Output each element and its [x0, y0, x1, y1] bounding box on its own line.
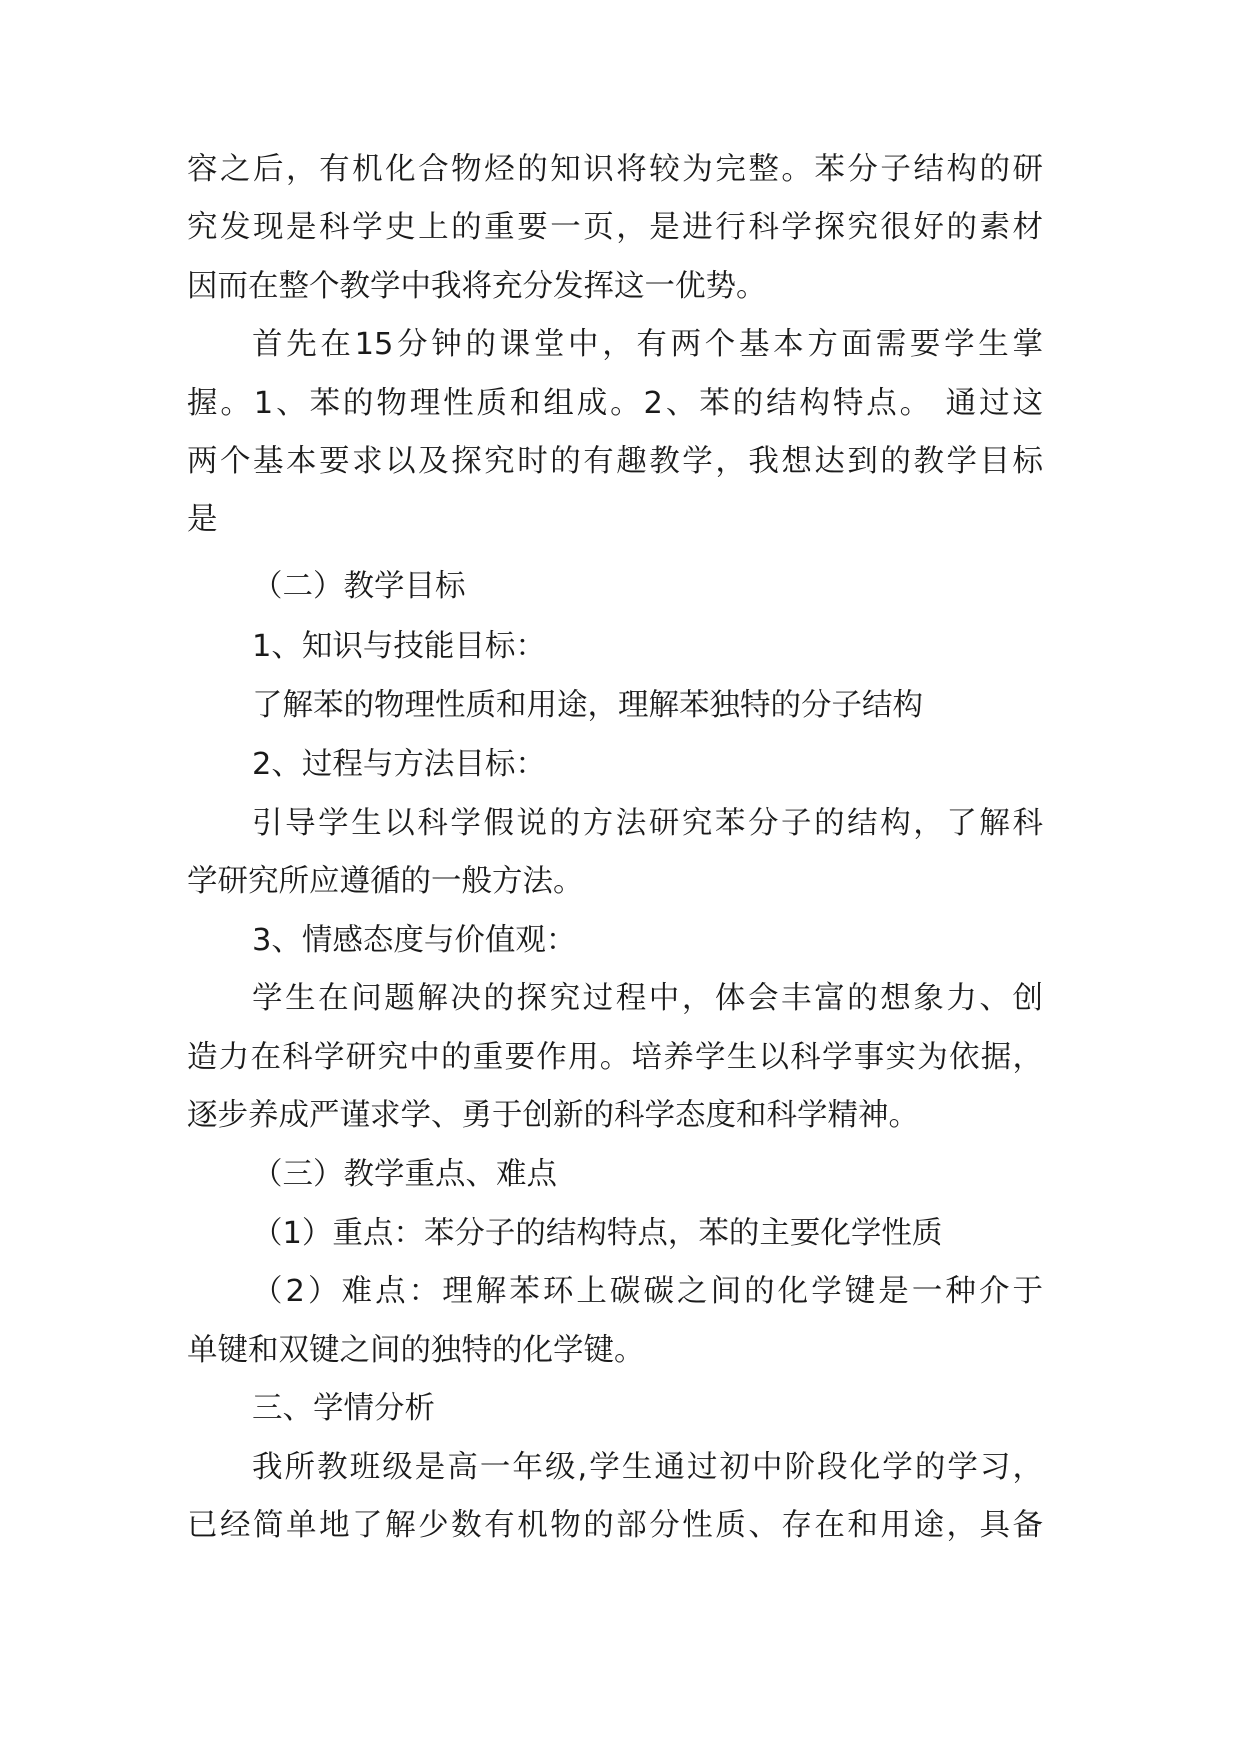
paragraph-line: （2）难点：理解苯环上碳碳之间的化学键是一种介于 — [252, 1274, 1043, 1309]
paragraph-line: 单键和双键之间的独特的化学键。 — [187, 1333, 645, 1368]
section-heading: （三）教学重点、难点 — [252, 1157, 557, 1192]
paragraph-line: 引导学生以科学假说的方法研究苯分子的结构，了解科 — [252, 806, 1043, 841]
paragraph-line: （1）重点：苯分子的结构特点，苯的主要化学性质 — [252, 1216, 943, 1251]
paragraph-line: 我所教班级是高一年级,学生通过初中阶段化学的学习， — [252, 1450, 1043, 1485]
subsection-heading: 3、情感态度与价值观： — [252, 923, 577, 958]
paragraph-line: 握。1、苯的物理性质和组成。2、苯的结构特点。 通过这 — [187, 386, 1043, 421]
paragraph-line: 学研究所应遵循的一般方法。 — [187, 864, 584, 899]
paragraph-line: 首先在15分钟的课堂中，有两个基本方面需要学生掌 — [252, 327, 1043, 362]
paragraph-line: 学生在问题解决的探究过程中，体会丰富的想象力、创 — [252, 981, 1043, 1016]
paragraph-line: 容之后，有机化合物烃的知识将较为完整。苯分子结构的研 — [187, 152, 1043, 187]
subsection-heading: 1、知识与技能目标： — [252, 629, 546, 664]
paragraph-line: 两个基本要求以及探究时的有趣教学，我想达到的教学目标 — [187, 444, 1043, 479]
paragraph-line: 是 — [187, 502, 218, 537]
paragraph-line: 了解苯的物理性质和用途，理解苯独特的分子结构 — [252, 688, 923, 723]
subsection-heading: 2、过程与方法目标： — [252, 747, 546, 782]
section-heading: （二）教学目标 — [252, 569, 466, 604]
paragraph-line: 究发现是科学史上的重要一页，是进行科学探究很好的素材 — [187, 210, 1043, 245]
paragraph-line: 造力在科学研究中的重要作用。培养学生以科学事实为依据， — [187, 1040, 1043, 1075]
paragraph-line: 因而在整个教学中我将充分发挥这一优势。 — [187, 269, 767, 304]
paragraph-line: 逐步养成严谨求学、勇于创新的科学态度和科学精神。 — [187, 1098, 919, 1133]
paragraph-line: 已经简单地了解少数有机物的部分性质、存在和用途，具备 — [187, 1508, 1043, 1543]
section-heading: 三、学情分析 — [252, 1391, 435, 1426]
